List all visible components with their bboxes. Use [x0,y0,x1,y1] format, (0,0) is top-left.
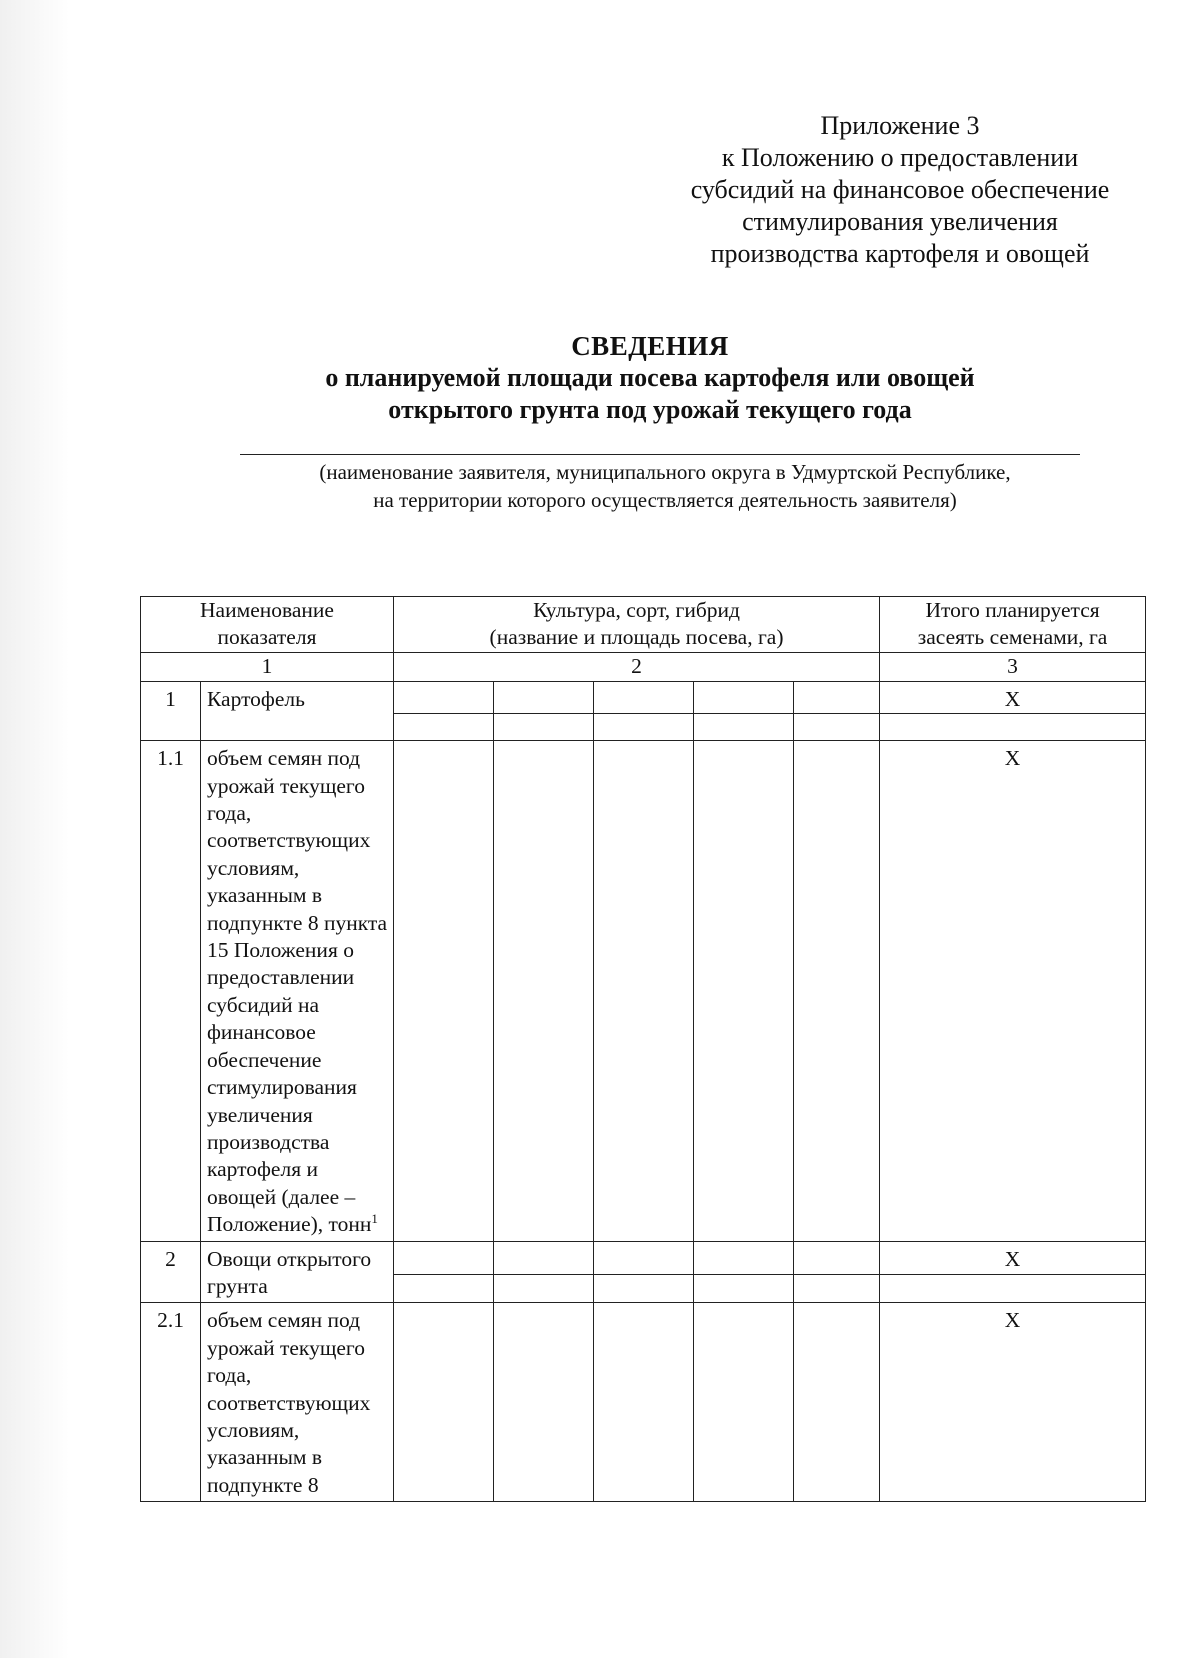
applicant-caption-line-2: на территории которого осуществляется деятельность заявителя) [373,488,957,512]
applicant-caption-line-1: (наименование заявителя, муниципального округа в Удмуртской Республике, [319,460,1011,484]
appendix-line: Приложение 3 [820,111,980,140]
total-input-cell[interactable] [880,1275,1146,1303]
crop-input-cell[interactable] [594,1241,694,1275]
table-row [141,681,1146,713]
crop-input-cell[interactable] [794,741,880,1241]
crop-input-cell[interactable] [794,714,880,741]
column-number-row [141,652,1146,681]
crop-input-cell[interactable] [694,681,794,713]
table-row [141,741,1146,1241]
title-main: СВЕДЕНИЯ [571,331,729,361]
crop-input-cell[interactable] [394,681,494,713]
column-number: 1 [141,652,394,681]
column-number: 2 [394,652,880,681]
total-input-cell[interactable] [880,714,1146,741]
total-cell: Х [880,1241,1146,1275]
crop-input-cell[interactable] [494,741,594,1241]
title-line-1: о планируемой площади посева картофеля или овощей [325,363,975,392]
crop-input-cell[interactable] [694,1303,794,1502]
scan-edge-shading [0,0,70,1658]
crop-input-cell[interactable] [494,714,594,741]
applicant-caption [200,458,1130,514]
crop-input-cell[interactable] [794,1275,880,1303]
crop-input-cell[interactable] [594,714,694,741]
row-number: 2.1 [141,1303,201,1502]
row-number: 1 [141,681,201,740]
row-indicator-name: объем семян под урожай текущего года, соответствующих условиям, указанным в подпункте 8 пункта 15 Положения о предоставлении субсидий на финансовое обеспечение стимулирования увеличения производства картофеля и овощей (далее – Положение), тонн$^1$ [201,741,394,1241]
crop-input-cell[interactable] [594,681,694,713]
crop-input-cell[interactable] [394,1303,494,1502]
crop-input-cell[interactable] [794,1241,880,1275]
header-indicator-name: Наименование показателя [141,597,394,653]
row-number: 2 [141,1241,201,1303]
crop-input-cell[interactable] [694,741,794,1241]
row-indicator-name: Картофель [201,681,394,740]
footnote-mark: 1 [371,1210,378,1226]
header-crop-variety: Культура, сорт, гибрид (название и площадь посева, га) [394,597,880,653]
appendix-reference [620,110,1180,270]
crop-input-cell[interactable] [394,714,494,741]
document-title [200,330,1100,426]
appendix-line: производства картофеля и овощей [710,239,1090,268]
table-row [141,1241,1146,1275]
applicant-fill-line[interactable] [240,454,1080,455]
crop-input-cell[interactable] [494,1275,594,1303]
crop-input-cell[interactable] [794,1303,880,1502]
crop-input-cell[interactable] [794,681,880,713]
table-row [141,1303,1146,1502]
sowing-area-table [140,596,1146,1502]
column-number: 3 [880,652,1146,681]
crop-input-cell[interactable] [394,741,494,1241]
title-line-2: открытого грунта под урожай текущего года [388,395,912,424]
crop-input-cell[interactable] [594,1303,694,1502]
row-indicator-name: объем семян под урожай текущего года, соответствующих условиям, указанным в подпункте 8 [201,1303,394,1502]
crop-input-cell[interactable] [694,1275,794,1303]
crop-input-cell[interactable] [594,741,694,1241]
crop-input-cell[interactable] [494,681,594,713]
appendix-line: субсидий на финансовое обеспечение [690,175,1110,204]
crop-input-cell[interactable] [394,1275,494,1303]
table-header-row [141,597,1146,653]
crop-input-cell[interactable] [694,1241,794,1275]
row-number: 1.1 [141,741,201,1241]
total-cell: Х [880,741,1146,1241]
crop-input-cell[interactable] [394,1241,494,1275]
crop-input-cell[interactable] [594,1275,694,1303]
crop-input-cell[interactable] [494,1241,594,1275]
crop-input-cell[interactable] [694,714,794,741]
row-indicator-name: Овощи открытого грунта [201,1241,394,1303]
total-cell: Х [880,681,1146,713]
crop-input-cell[interactable] [494,1303,594,1502]
header-total-planned: Итого планируется засеять семенами, га [880,597,1146,653]
total-cell: Х [880,1303,1146,1502]
appendix-line: стимулирования увеличения [742,207,1058,236]
appendix-line: к Положению о предоставлении [721,143,1079,172]
